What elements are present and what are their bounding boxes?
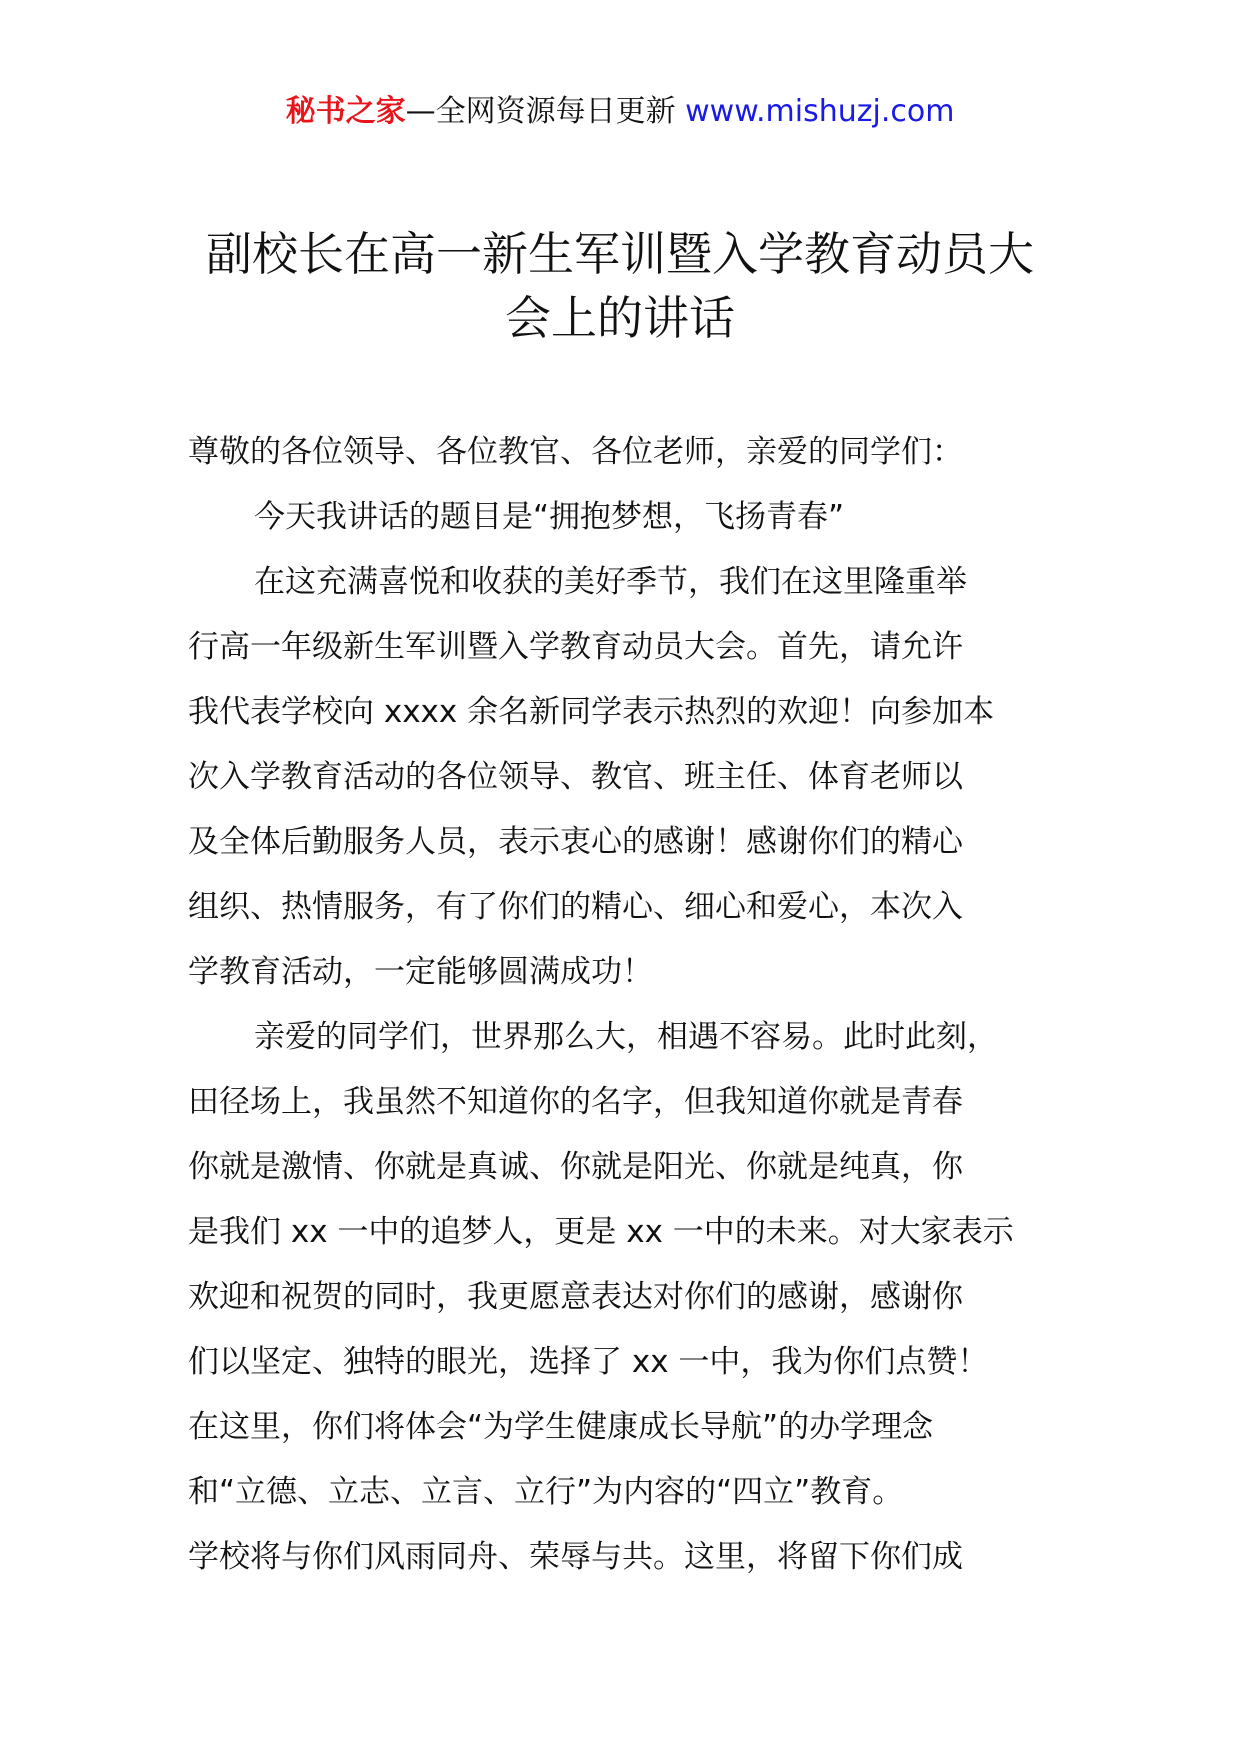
site-url-link[interactable]: www.mishuzj.com (685, 94, 955, 129)
paragraph-line: 及全体后勤服务人员，表示衷心的感谢！感谢你们的精心 (188, 824, 963, 860)
paragraph-line: 今天我讲话的题目是“拥抱梦想，飞扬青春” (254, 499, 845, 535)
paragraph-line: 是我们 xx 一中的追梦人，更是 xx 一中的未来。对大家表示 (188, 1214, 1014, 1250)
paragraph-line: 田径场上，我虽然不知道你的名字，但我知道你就是青春 (188, 1084, 963, 1120)
paragraph-line: 我代表学校向 xxxx 余名新同学表示热烈的欢迎！向参加本 (188, 694, 995, 730)
paragraph-line: 欢迎和祝贺的同时，我更愿意表达对你们的感谢，感谢你 (188, 1279, 963, 1315)
paragraph-line: 学校将与你们风雨同舟、荣辱与共。这里，将留下你们成 (188, 1539, 963, 1575)
paragraph-line: 学教育活动，一定能够圆满成功！ (188, 954, 653, 990)
paragraph-line: 组织、热情服务，有了你们的精心、细心和爱心，本次入 (188, 889, 963, 925)
paragraph-line: 在这里，你们将体会“为学生健康成长导航”的办学理念 (188, 1409, 934, 1445)
paragraph-line: 行高一年级新生军训暨入学教育动员大会。首先，请允许 (188, 629, 963, 665)
brand-name: 秘书之家 (285, 94, 406, 129)
title-line-1: 副校长在高一新生军训暨入学教育动员大 (206, 227, 1034, 281)
document-title (170, 222, 1070, 350)
paragraph-line: 们以坚定、独特的眼光，选择了 xx 一中，我为你们点赞！ (188, 1344, 989, 1380)
paragraph-line: 和“立德、立志、立言、立行”为内容的“四立”教育。 (188, 1474, 904, 1510)
paragraph-line: 你就是激情、你就是真诚、你就是阳光、你就是纯真，你 (188, 1149, 963, 1185)
salutation-line: 尊敬的各位领导、各位教官、各位老师，亲爱的同学们： (188, 434, 963, 470)
document-body (188, 420, 1088, 1590)
title-line-2: 会上的讲话 (505, 291, 735, 345)
header-slogan: —全网资源每日更新 (405, 94, 676, 129)
paragraph-line: 次入学教育活动的各位领导、教官、班主任、体育老师以 (188, 759, 963, 795)
paragraph-line: 亲爱的同学们，世界那么大，相遇不容易。此时此刻， (254, 1019, 998, 1055)
paragraph-line: 在这充满喜悦和收获的美好季节，我们在这里隆重举 (254, 564, 967, 600)
site-header (0, 92, 1240, 132)
